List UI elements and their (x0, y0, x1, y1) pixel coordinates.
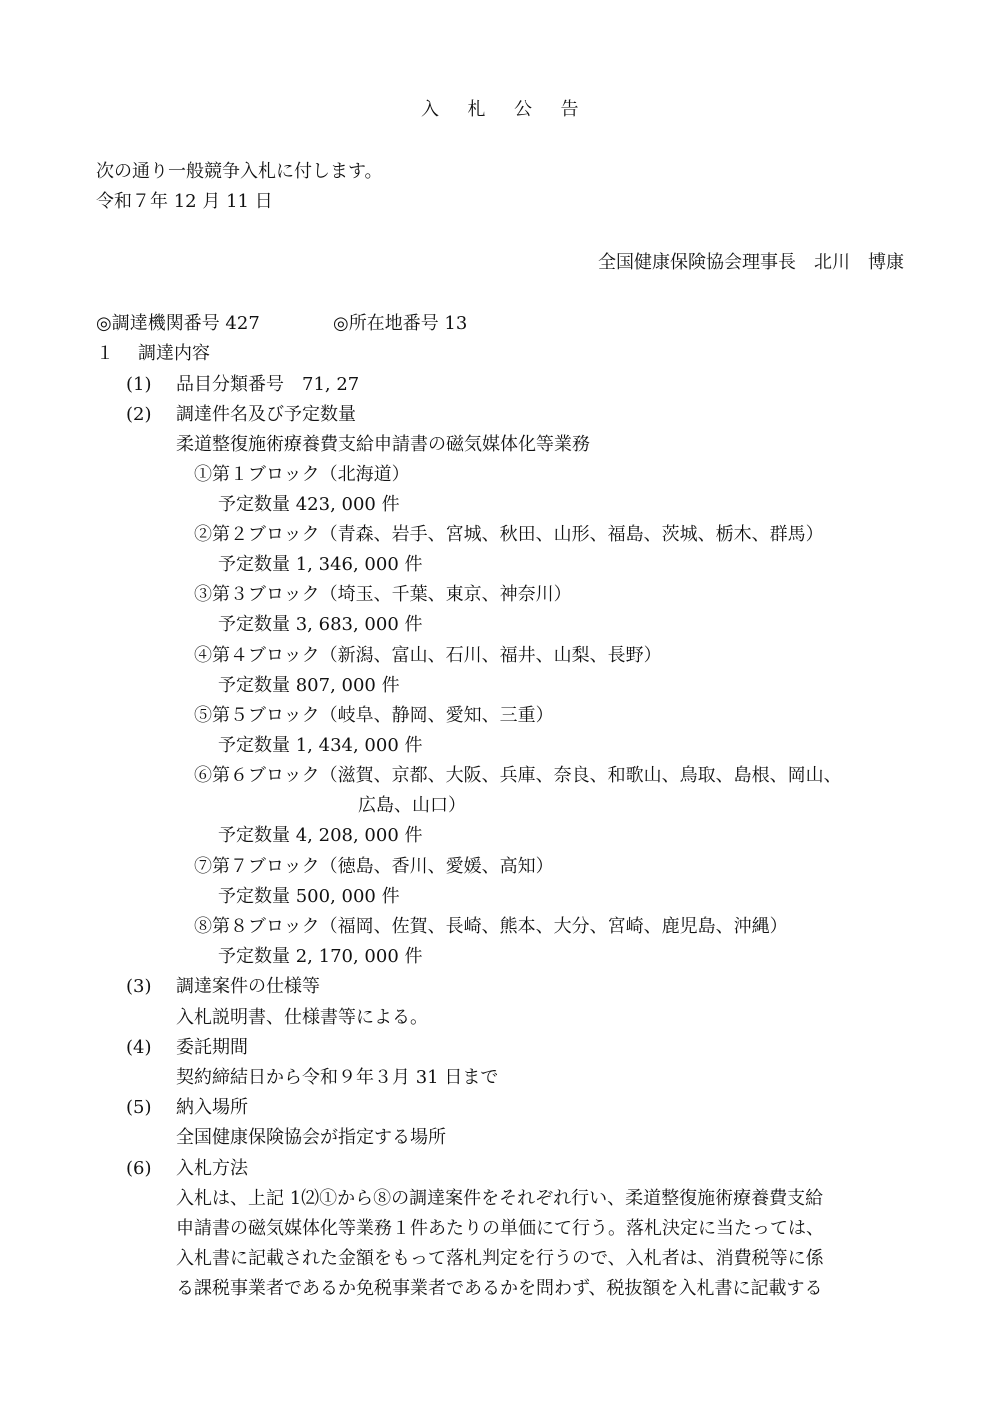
block-name-continued: 広島、山口） (358, 795, 466, 816)
block-quantity: 予定数量 3, 683, 000 件 (218, 614, 423, 635)
item-label: 調達件名及び予定数量 (176, 404, 356, 425)
item-label: 調達案件の仕様等 (176, 976, 320, 997)
block-name: ②第２ブロック（青森、岩手、宮城、秋田、山形、福島、茨城、栃木、群馬） (194, 524, 824, 545)
item-body-line: 申請書の磁気媒体化等業務１件あたりの単価にて行う。落札決定に当たっては、 (176, 1218, 824, 1239)
block-quantity: 予定数量 4, 208, 000 件 (218, 825, 423, 846)
item-label: 納入場所 (176, 1097, 248, 1118)
item-label: 入札方法 (176, 1158, 248, 1179)
item-label: 品目分類番号 71, 27 (176, 374, 360, 395)
item-number: (5) (126, 1097, 152, 1118)
item-number: (6) (126, 1158, 152, 1179)
item-number: (3) (126, 976, 152, 997)
procurement-subject: 柔道整復施術療養費支給申請書の磁気媒体化等業務 (176, 434, 590, 455)
item-number: (4) (126, 1037, 152, 1058)
block-name: ④第４ブロック（新潟、富山、石川、福井、山梨、長野） (194, 645, 662, 666)
intro-text: 次の通り一般競争入札に付します。 (96, 161, 383, 182)
item-number: (2) (126, 404, 152, 425)
location-code: ◎所在地番号 13 (333, 313, 468, 334)
block-quantity: 予定数量 1, 346, 000 件 (218, 554, 423, 575)
block-name: ③第３ブロック（埼玉、千葉、東京、神奈川） (194, 584, 572, 605)
block-name: ①第１ブロック（北海道） (194, 464, 410, 485)
item-number: (1) (126, 374, 152, 395)
block-name: ⑥第６ブロック（滋賀、京都、大阪、兵庫、奈良、和歌山、鳥取、島根、岡山、 (194, 765, 842, 786)
item-body: 契約締結日から令和９年３月 31 日まで (176, 1067, 499, 1088)
block-quantity: 予定数量 2, 170, 000 件 (218, 946, 423, 967)
notice-date: 令和７年 12 月 11 日 (96, 191, 273, 212)
block-name: ⑤第５ブロック（岐阜、静岡、愛知、三重） (194, 705, 554, 726)
item-label: 委託期間 (176, 1037, 248, 1058)
item-body: 入札説明書、仕様書等による。 (176, 1007, 428, 1028)
block-name: ⑧第８ブロック（福岡、佐賀、長崎、熊本、大分、宮崎、鹿児島、沖縄） (194, 916, 788, 937)
block-quantity: 予定数量 807, 000 件 (218, 675, 400, 696)
section-heading: 調達内容 (138, 343, 210, 364)
title-char: 公 (514, 99, 533, 120)
block-name: ⑦第７ブロック（徳島、香川、愛媛、高知） (194, 856, 554, 877)
item-body-line: 入札書に記載された金額をもって落札判定を行うので、入札者は、消費税等に係 (176, 1248, 824, 1269)
block-quantity: 予定数量 1, 434, 000 件 (218, 735, 423, 756)
agency-code: ◎調達機関番号 427 (96, 313, 260, 334)
issuer-name: 全国健康保険協会理事長 北川 博康 (598, 252, 904, 273)
item-body: 全国健康保険協会が指定する場所 (176, 1127, 446, 1148)
block-quantity: 予定数量 500, 000 件 (218, 886, 400, 907)
title-char: 札 (467, 99, 486, 120)
page-title (0, 98, 1000, 122)
title-char: 告 (560, 99, 579, 120)
item-body-line: る課税事業者であるか免税事業者であるかを問わず、税抜額を入札書に記載する (176, 1278, 823, 1299)
section-number: １ (96, 343, 114, 364)
block-quantity: 予定数量 423, 000 件 (218, 494, 400, 515)
item-body-line: 入札は、上記 1⑵①から⑧の調達案件をそれぞれ行い、柔道整復施術療養費支給 (176, 1188, 824, 1209)
title-char: 入 (421, 99, 440, 120)
